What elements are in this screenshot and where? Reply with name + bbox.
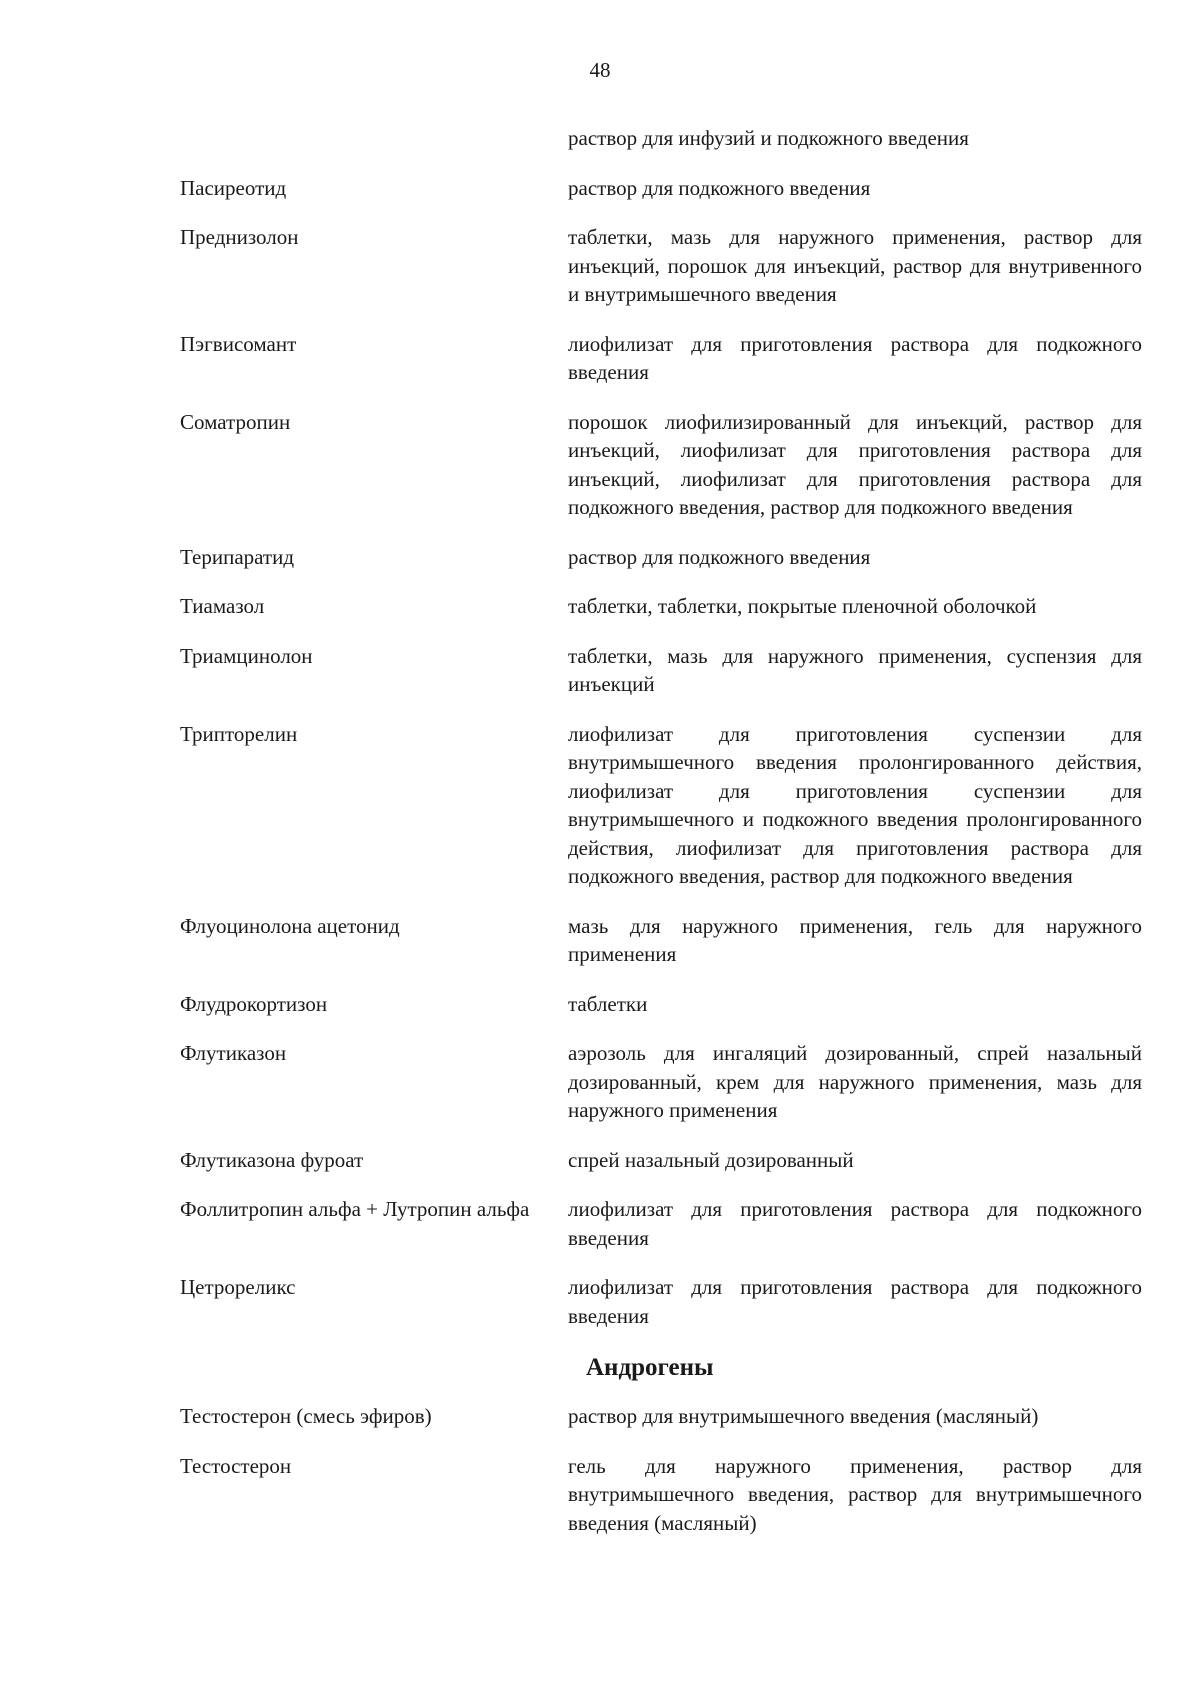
list-item — [180, 990, 1142, 1019]
dosage-form: лиофилизат для приготовления раствора для подкожного введения — [568, 1197, 1142, 1250]
dosage-form: гель для наружного применения, раствор для внутримышечного введения, раствор для внутримышечного введения (масляный) — [568, 1453, 1142, 1535]
dosage-form: мазь для наружного применения, гель для наружного применения — [568, 913, 1142, 966]
list-item — [180, 330, 1142, 387]
drug-name: Тестостерон — [180, 1453, 292, 1478]
list-item — [180, 1402, 1142, 1431]
drug-name: Терипаратид — [180, 544, 295, 569]
list-item — [180, 1273, 1142, 1330]
drug-name: Соматропин — [180, 409, 291, 434]
dosage-form: таблетки — [568, 991, 648, 1016]
list-item — [180, 642, 1142, 699]
drug-name — [180, 124, 568, 153]
drug-name: Флуоцинолона ацетонид — [180, 913, 400, 938]
list-item — [180, 543, 1142, 572]
list-item — [180, 1146, 1142, 1175]
dosage-form: лиофилизат для приготовления раствора для подкожного введения — [568, 331, 1142, 384]
dosage-form: лиофилизат для приготовления раствора для подкожного введения — [568, 1275, 1142, 1328]
drug-name: Пэгвисомант — [180, 331, 297, 356]
dosage-form: порошок лиофилизированный для инъекций, раствор для инъекций, лиофилизат для приготовления раствора для инъекций, лиофилизат для приготовления раствора для подкожного введения, раствор для подкожного введения — [568, 409, 1142, 519]
list-item — [180, 912, 1142, 969]
drug-name: Цетрореликс — [180, 1275, 296, 1299]
dosage-form: раствор для подкожного введения — [568, 175, 871, 200]
list-item — [180, 1452, 1142, 1538]
drug-name: Флутиказон — [180, 1041, 287, 1065]
drug-name: Фоллитропин альфа + Лутропин альфа — [180, 1197, 530, 1221]
list-item — [180, 1039, 1142, 1125]
dosage-form: раствор для подкожного введения — [568, 544, 871, 569]
dosage-form: раствор для инфузий и подкожного введения — [568, 126, 969, 150]
list-item — [180, 720, 1142, 891]
dosage-form: спрей назальный дозированный — [568, 1147, 854, 1172]
list-item — [180, 1195, 1142, 1252]
drug-name: Тиамазол — [180, 594, 265, 618]
drug-name: Триамцинолон — [180, 643, 313, 668]
page-number: 48 — [589, 58, 611, 82]
dosage-form: таблетки, таблетки, покрытые пленочной оболочкой — [568, 594, 1037, 618]
dosage-form: таблетки, мазь для наружного применения, раствор для инъекций, порошок для инъекций, раствор для внутривенного и внутримышечного введения — [568, 225, 1142, 306]
dosage-form: раствор для внутримышечного введения (масляный) — [568, 1404, 1039, 1428]
list-item — [180, 174, 1142, 203]
drug-name: Флутиказона фуроат — [180, 1147, 364, 1172]
drug-name: Трипторелин — [180, 721, 298, 746]
list-item — [180, 408, 1142, 522]
list-item — [180, 592, 1142, 621]
section-heading: Андрогены — [586, 1354, 714, 1381]
drug-name: Преднизолон — [180, 225, 299, 249]
dosage-form: лиофилизат для приготовления суспензии для внутримышечного введения пролонгированного действия, лиофилизат для приготовления суспензии для внутримышечного и подкожного введения пролонгированного действия, лиофилизат для приготовления раствора для подкожного введения, раствор для подкожного введения — [568, 721, 1142, 888]
drug-list — [180, 124, 1142, 1558]
drug-name: Пасиреотид — [180, 175, 287, 200]
list-item — [180, 223, 1142, 309]
drug-name: Флудрокортизон — [180, 991, 328, 1016]
dosage-form: аэрозоль для ингаляций дозированный, спрей назальный дозированный, крем для наружного применения, мазь для наружного применения — [568, 1041, 1142, 1122]
drug-name: Тестостерон (смесь эфиров) — [180, 1404, 432, 1428]
list-item — [180, 124, 1142, 153]
dosage-form: таблетки, мазь для наружного применения, суспензия для инъекций — [568, 643, 1142, 696]
